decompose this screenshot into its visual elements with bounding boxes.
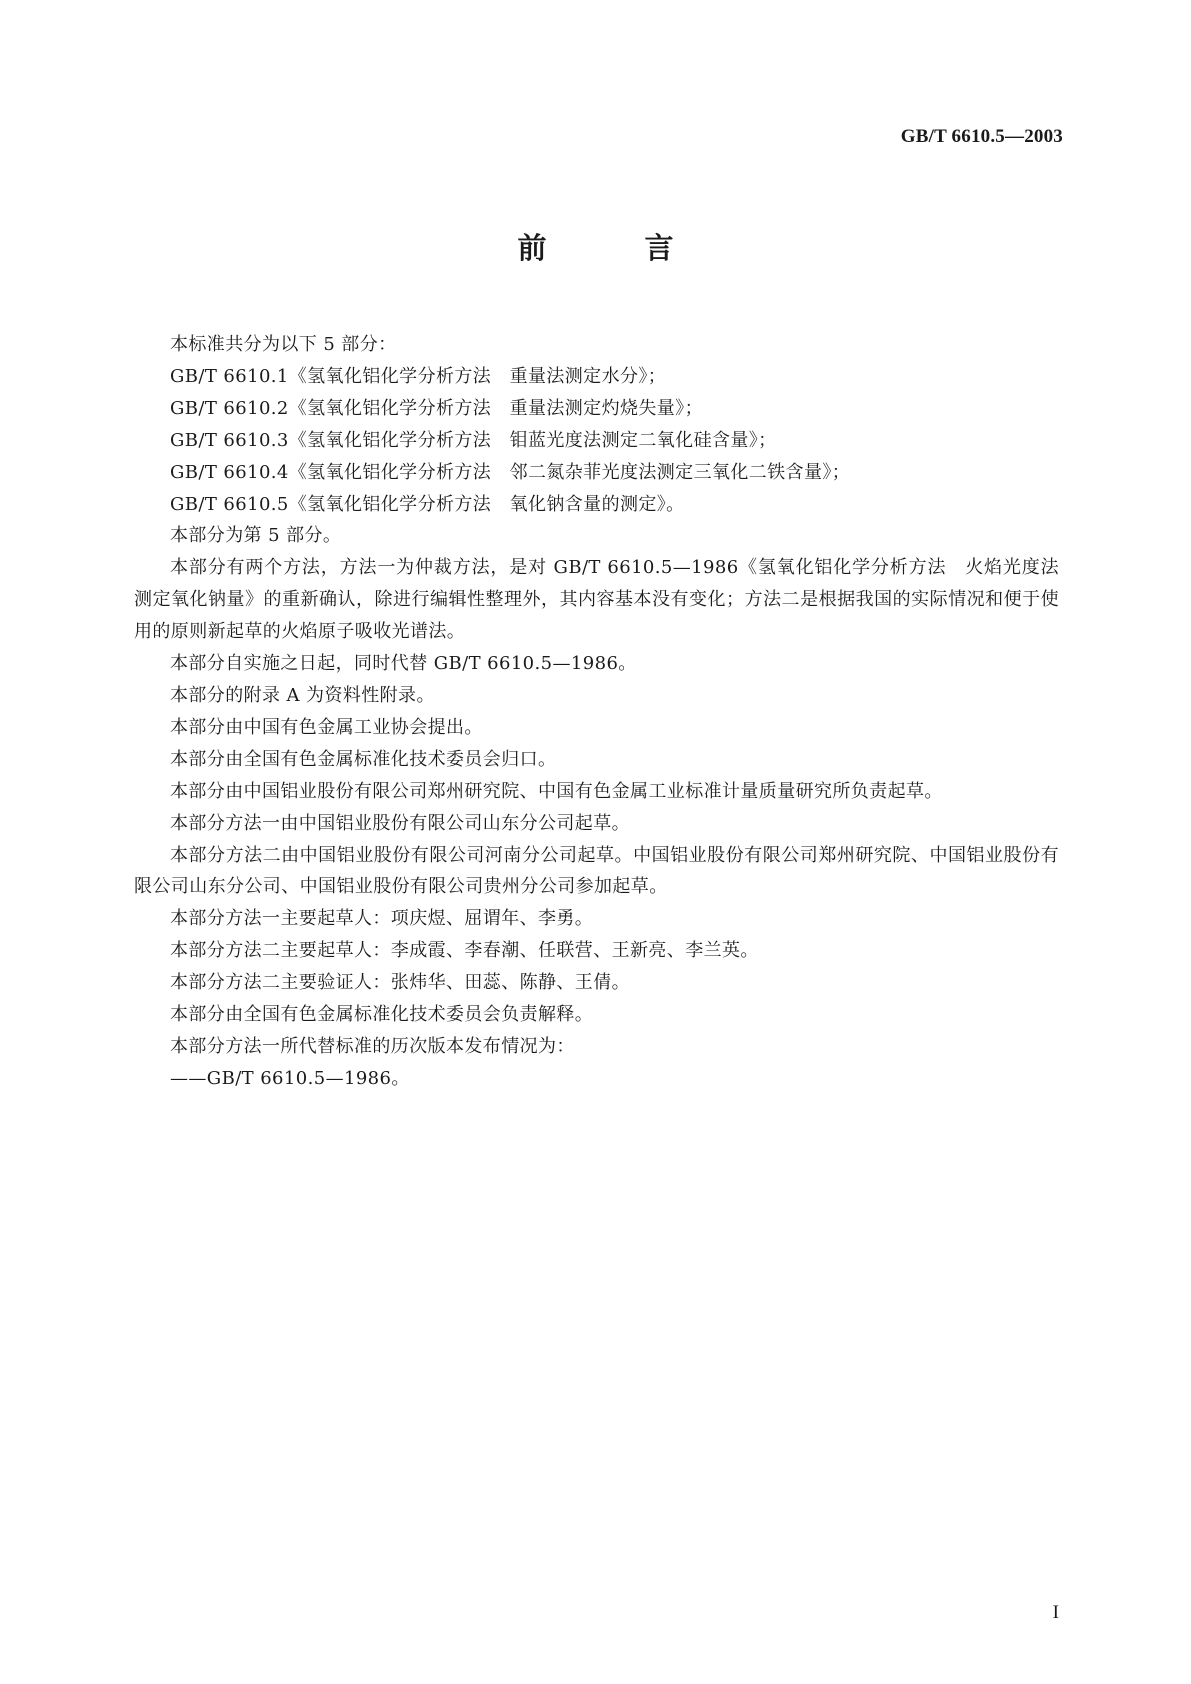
foreword-body [134, 329, 1059, 1095]
part-list-item: GB/T 6610.1《氢氧化铝化学分析方法 重量法测定水分》； [170, 365, 667, 387]
part-list-item: GB/T 6610.4《氢氧化铝化学分析方法 邻二氮杂菲光度法测定三氧化二铁含量》； [170, 461, 851, 483]
page-title: 前 言 [517, 231, 718, 265]
paragraph: 本部分方法二主要验证人：张炜华、田蕊、陈静、王倩。 [170, 972, 630, 994]
paragraph: 本部分方法一所代替标准的历次版本发布情况为： [170, 1035, 575, 1057]
paragraph: 本部分方法一由中国铝业股份有限公司山东分公司起草。 [170, 812, 630, 834]
paragraph: 本部分自实施之日起，同时代替 GB/T 6610.5—1986。 [170, 653, 637, 675]
page-number: I [1052, 1602, 1059, 1623]
paragraph: 本部分由全国有色金属标准化技术委员会归口。 [170, 748, 557, 770]
paragraph: 本部分由全国有色金属标准化技术委员会负责解释。 [170, 1004, 594, 1026]
standard-code: GB/T 6610.5—2003 [900, 126, 1063, 147]
part-list-item: GB/T 6610.2《氢氧化铝化学分析方法 重量法测定灼烧失量》； [170, 397, 703, 419]
paragraph: 本部分由中国有色金属工业协会提出。 [170, 716, 483, 738]
part-list-item: GB/T 6610.5《氢氧化铝化学分析方法 氧化钠含量的测定》。 [170, 493, 685, 515]
paragraph: 本部分有两个方法，方法一为仲裁方法，是对 GB/T 6610.5—1986《氢氧化铝化学分析方法 火焰光度法测定氧化钠量》的重新确认，除进行编辑性整理外，其内容基本没有变化；方法二是根据我国的实际情况和便于使用的原则新起草的火焰原子吸收光谱法。 [134, 557, 1059, 643]
paragraph: 本部分由中国铝业股份有限公司郑州研究院、中国有色金属工业标准计量质量研究所负责起草。 [170, 780, 943, 802]
paragraph: 本标准共分为以下 5 部分： [170, 334, 397, 355]
paragraph: 本部分方法二由中国铝业股份有限公司河南分公司起草。中国铝业股份有限公司郑州研究院、中国铝业股份有限公司山东分公司、中国铝业股份有限公司贵州分公司参加起草。 [134, 844, 1059, 898]
paragraph: 本部分方法二主要起草人：李成霞、李春潮、任联营、王新亮、李兰英。 [170, 940, 759, 962]
paragraph: 本部分为第 5 部分。 [170, 525, 342, 547]
paragraph: ——GB/T 6610.5—1986。 [170, 1067, 410, 1089]
paragraph: 本部分的附录 A 为资料性附录。 [170, 684, 435, 706]
part-list-item: GB/T 6610.3《氢氧化铝化学分析方法 钼蓝光度法测定二氧化硅含量》； [170, 429, 777, 451]
paragraph: 本部分方法一主要起草人：项庆煜、屈谓年、李勇。 [170, 908, 594, 930]
